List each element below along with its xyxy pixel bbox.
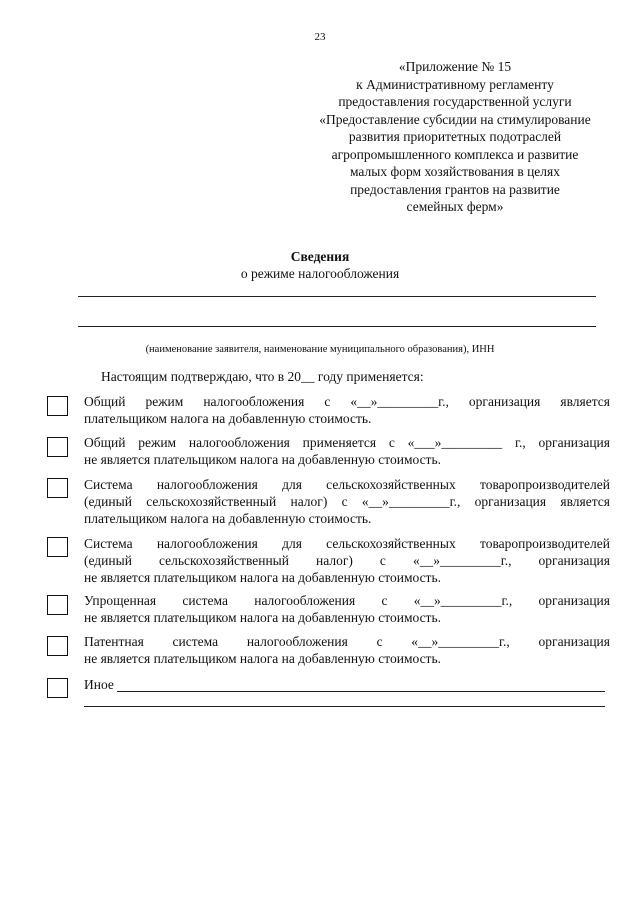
- option-other-label: Иное: [84, 677, 114, 692]
- appendix-line: к Административному регламенту: [356, 76, 554, 92]
- appendix-header: [300, 58, 610, 216]
- applicant-name-line-1: [78, 296, 596, 297]
- document-title: Сведения: [290, 249, 350, 264]
- option-checkbox-simplified-system[interactable]: [47, 595, 68, 615]
- option-general-non-vat: [84, 434, 610, 468]
- appendix-line: предоставления государственной услуги: [338, 94, 572, 109]
- option-line: Общий режим налогообложения применяется с «___»_________ г., организация: [84, 435, 610, 450]
- option-patent-system: [84, 633, 610, 667]
- option-line: Система налогообложения для сельскохозяйственных товаропроизводителей: [84, 536, 610, 551]
- option-agri-tax-vat-payer: [84, 476, 610, 527]
- applicant-name-line-2: [78, 326, 596, 327]
- option-line: не является плательщиком налога на добавленную стоимость.: [84, 651, 441, 666]
- appendix-line: «Приложение № 15: [398, 59, 512, 74]
- option-line: Упрощенная система налогообложения с «__»_________г., организация: [84, 593, 610, 608]
- option-line: не является плательщиком налога на добавленную стоимость.: [84, 570, 441, 585]
- option-line: Общий режим налогообложения с «__»_________г., организация является: [84, 394, 610, 409]
- appendix-line: предоставления грантов на развитие: [350, 181, 560, 197]
- appendix-line: развития приоритетных подотраслей: [348, 129, 562, 144]
- appendix-line: малых форм хозяйствования в целях: [349, 164, 560, 179]
- option-checkbox-general-non-vat[interactable]: [47, 437, 68, 457]
- option-line: Система налогообложения для сельскохозяйственных товаропроизводителей: [84, 477, 610, 492]
- option-checkbox-agri-tax-non-vat[interactable]: [47, 537, 68, 557]
- option-agri-tax-non-vat: [84, 535, 610, 586]
- option-simplified-system: [84, 592, 610, 626]
- appendix-line: «Предоставление субсидии на стимулирование: [319, 111, 591, 127]
- option-line: (единый сельскохозяйственный налог) с «__»_________г., организация является: [84, 494, 610, 509]
- option-checkbox-agri-tax-vat-payer[interactable]: [47, 478, 68, 498]
- option-checkbox-general-vat-payer[interactable]: [47, 396, 68, 416]
- appendix-line: семейных ферм»: [406, 199, 504, 214]
- appendix-line: агропромышленного комплекса и развитие: [331, 146, 579, 162]
- option-checkbox-patent-system[interactable]: [47, 636, 68, 656]
- option-line: Патентная система налогообложения с «__»_________г., организация: [84, 634, 610, 649]
- option-line: не является плательщиком налога на добавленную стоимость.: [84, 452, 441, 467]
- option-line: (единый сельскохозяйственный налог) с «__»_________г., организация: [84, 553, 610, 568]
- option-checkbox-other[interactable]: [47, 678, 68, 698]
- option-line: не является плательщиком налога на добавленную стоимость.: [84, 610, 441, 625]
- document-subtitle: о режиме налогообложения: [240, 266, 400, 281]
- other-input-line-1[interactable]: [117, 691, 605, 692]
- option-line: плательщиком налога на добавленную стоимость.: [84, 411, 372, 426]
- confirm-text: Настоящим подтверждаю, что в 20__ году применяется:: [101, 369, 424, 384]
- page-number: 23: [314, 31, 326, 43]
- option-general-vat-payer: [84, 393, 610, 427]
- applicant-caption: (наименование заявителя, наименование муниципального образования), ИНН: [145, 344, 495, 355]
- option-line: плательщиком налога на добавленную стоимость.: [84, 511, 372, 526]
- other-input-line-2[interactable]: [84, 706, 605, 707]
